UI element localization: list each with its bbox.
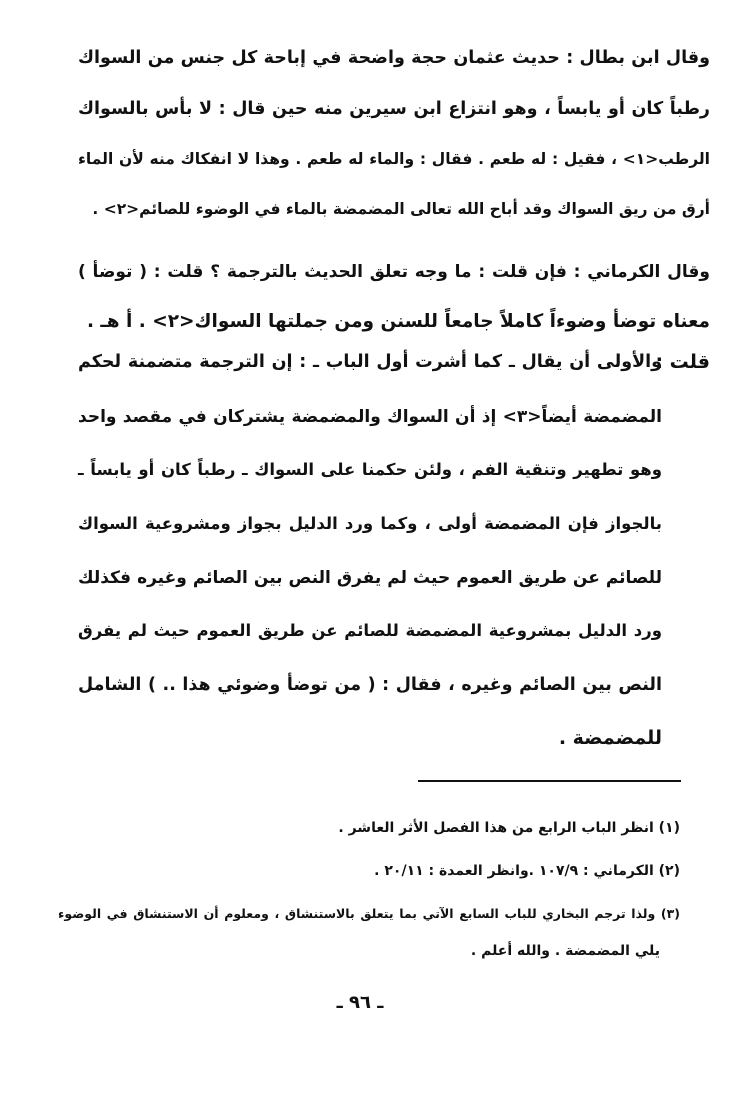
paragraph-3-line-7: النص بين الصائم وغيره ، فقال : ( من توضأ وضوئي هذا .. ) الشامل (78, 675, 662, 695)
paragraph-3-line-6: ورد الدليل بمشروعية المضمضة للصائم عن طريق العموم حيث لم يفرق (78, 621, 662, 640)
paragraph-3-line-5: للصائم عن طريق العموم حيث لم يفرق النص بين الصائم وغيره فكذلك (78, 568, 662, 588)
paragraph-3-line-4: بالجواز فإن المضمضة أولى ، وكما ورد الدليل بجواز ومشروعية السواك (78, 514, 662, 533)
paragraph-1-line-4: أرق من ريق السواك وقد أباح الله تعالى المضمضة بالماء في الوضوء للصائم<٢> . (92, 200, 710, 218)
paragraph-1-line-3: الرطب<١> ، فقيل : له طعم . فقال : والماء له طعم . وهذا لا انفكاك منه لأن الماء (78, 150, 710, 168)
footnote-1: (١) انظر الباب الرابع من هذا الفصل الأثر العاشر . (338, 820, 680, 836)
paragraph-2-line-1: وقال الكرماني : فإن قلت : ما وجه تعلق الحديث بالترجمة ؟ قلت : ( توضأ ) (78, 262, 710, 282)
qult-label: قلت : (655, 351, 710, 373)
paragraph-3-line-8: للمضمضة . (558, 727, 662, 749)
page-number: ـ ٩٦ ـ (336, 992, 384, 1013)
footnote-3-line-2: يلي المضمضة . والله أعلم . (470, 943, 660, 959)
footnote-2: (٢) الكرماني : ١٠٧/٩ .وانظر العمدة : ٢٠/١١ . (374, 863, 680, 879)
paragraph-3-line-1: والأولى أن يقال ـ كما أشرت أول الباب ـ : إن الترجمة متضمنة لحكم (78, 352, 662, 372)
paragraph-1-line-1: وقال ابن بطال : حديث عثمان حجة واضحة في إباحة كل جنس من السواك (78, 48, 710, 68)
paragraph-3-line-3: وهو تطهير وتنقية الفم ، ولئن حكمنا على السواك ـ رطباً كان أو يابساً ـ (78, 460, 662, 479)
paragraph-2-line-2: معناه توضأ وضوءاً كاملاً جامعاً للسنن ومن جملتها السواك<٢> . أ هـ . (86, 311, 710, 332)
footnote-3-line-1: (٣) ولذا ترجم البخاري للباب السابع الآتي بما يتعلق بالاستنشاق ، ومعلوم أن الاستنشاق في الوضوء (58, 906, 680, 921)
paragraph-3-line-2: المضمضة أيضاً<٣> إذ أن السواك والمضمضة يشتركان في مقصد واحد (78, 407, 663, 427)
footnote-divider (418, 780, 681, 782)
paragraph-1-line-2: رطباً كان أو يابساً ، وهو انتزاع ابن سيرين منه حين قال : لا بأس بالسواك (78, 99, 710, 119)
